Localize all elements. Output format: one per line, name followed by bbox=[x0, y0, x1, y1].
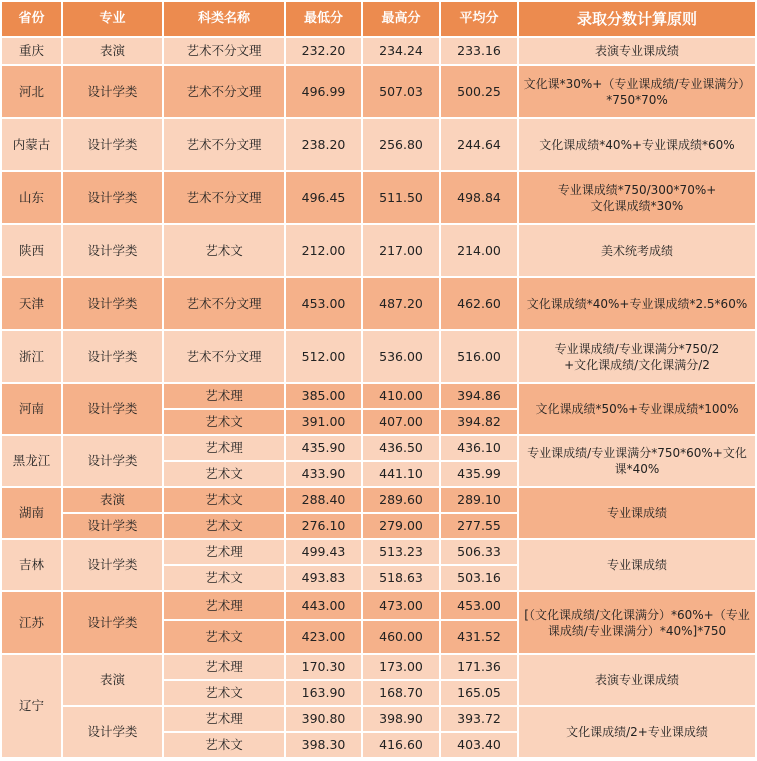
max-score-cell: 217.00 bbox=[362, 224, 440, 277]
table-row bbox=[1, 224, 756, 277]
province-cell: 江苏 bbox=[1, 591, 62, 654]
table-row bbox=[1, 591, 756, 620]
max-score-cell: 256.80 bbox=[362, 118, 440, 171]
province-cell: 天津 bbox=[1, 277, 62, 330]
min-score-cell: 493.83 bbox=[285, 565, 362, 591]
major-cell: 设计学类 bbox=[62, 591, 163, 654]
province-cell: 辽宁 bbox=[1, 654, 62, 758]
table-row bbox=[1, 383, 756, 409]
avg-score-cell: 214.00 bbox=[440, 224, 518, 277]
rule-cell: 表演专业课成绩 bbox=[518, 654, 756, 706]
min-score-cell: 435.90 bbox=[285, 435, 362, 461]
province-cell: 浙江 bbox=[1, 330, 62, 383]
table-row bbox=[1, 118, 756, 171]
major-cell: 设计学类 bbox=[62, 435, 163, 487]
max-score-cell: 234.24 bbox=[362, 37, 440, 65]
rule-cell: 专业课成绩/专业课满分*750*60%+文化课*40% bbox=[518, 435, 756, 487]
max-score-cell: 511.50 bbox=[362, 171, 440, 224]
min-score-cell: 423.00 bbox=[285, 620, 362, 654]
avg-score-cell: 436.10 bbox=[440, 435, 518, 461]
min-score-cell: 391.00 bbox=[285, 409, 362, 435]
province-cell: 黑龙江 bbox=[1, 435, 62, 487]
rule-cell: 文化课成绩*40%+专业课成绩*60% bbox=[518, 118, 756, 171]
category-cell: 艺术文 bbox=[163, 487, 285, 513]
rule-cell: 文化课成绩*50%+专业课成绩*100% bbox=[518, 383, 756, 435]
major-cell: 表演 bbox=[62, 654, 163, 706]
category-cell: 艺术理 bbox=[163, 706, 285, 732]
category-cell: 艺术不分文理 bbox=[163, 330, 285, 383]
major-cell: 设计学类 bbox=[62, 65, 163, 118]
table-row bbox=[1, 37, 756, 65]
rule-cell: 文化课成绩*40%+专业课成绩*2.5*60% bbox=[518, 277, 756, 330]
header-province: 省份 bbox=[1, 1, 62, 37]
category-cell: 艺术不分文理 bbox=[163, 118, 285, 171]
max-score-cell: 507.03 bbox=[362, 65, 440, 118]
header-min-score: 最低分 bbox=[285, 1, 362, 37]
max-score-cell: 487.20 bbox=[362, 277, 440, 330]
category-cell: 艺术理 bbox=[163, 591, 285, 620]
province-cell: 河北 bbox=[1, 65, 62, 118]
header-avg-score: 平均分 bbox=[440, 1, 518, 37]
min-score-cell: 499.43 bbox=[285, 539, 362, 565]
major-cell: 设计学类 bbox=[62, 224, 163, 277]
max-score-cell: 518.63 bbox=[362, 565, 440, 591]
max-score-cell: 173.00 bbox=[362, 654, 440, 680]
avg-score-cell: 233.16 bbox=[440, 37, 518, 65]
table-row bbox=[1, 65, 756, 118]
avg-score-cell: 506.33 bbox=[440, 539, 518, 565]
table-row bbox=[1, 330, 756, 383]
category-cell: 艺术文 bbox=[163, 513, 285, 539]
major-cell: 设计学类 bbox=[62, 118, 163, 171]
min-score-cell: 512.00 bbox=[285, 330, 362, 383]
min-score-cell: 390.80 bbox=[285, 706, 362, 732]
min-score-cell: 212.00 bbox=[285, 224, 362, 277]
avg-score-cell: 500.25 bbox=[440, 65, 518, 118]
max-score-cell: 441.10 bbox=[362, 461, 440, 487]
category-cell: 艺术理 bbox=[163, 383, 285, 409]
category-cell: 艺术文 bbox=[163, 680, 285, 706]
avg-score-cell: 435.99 bbox=[440, 461, 518, 487]
province-cell: 吉林 bbox=[1, 539, 62, 591]
avg-score-cell: 393.72 bbox=[440, 706, 518, 732]
major-cell: 设计学类 bbox=[62, 383, 163, 435]
province-cell: 河南 bbox=[1, 383, 62, 435]
table-row bbox=[1, 171, 756, 224]
min-score-cell: 288.40 bbox=[285, 487, 362, 513]
table-row bbox=[1, 487, 756, 513]
major-cell: 设计学类 bbox=[62, 706, 163, 758]
avg-score-cell: 277.55 bbox=[440, 513, 518, 539]
min-score-cell: 453.00 bbox=[285, 277, 362, 330]
min-score-cell: 238.20 bbox=[285, 118, 362, 171]
category-cell: 艺术不分文理 bbox=[163, 37, 285, 65]
major-cell: 设计学类 bbox=[62, 330, 163, 383]
min-score-cell: 443.00 bbox=[285, 591, 362, 620]
max-score-cell: 279.00 bbox=[362, 513, 440, 539]
header-calculation-rule: 录取分数计算原则 bbox=[518, 1, 756, 37]
category-cell: 艺术文 bbox=[163, 732, 285, 758]
category-cell: 艺术文 bbox=[163, 461, 285, 487]
major-cell: 设计学类 bbox=[62, 513, 163, 539]
avg-score-cell: 394.82 bbox=[440, 409, 518, 435]
category-cell: 艺术不分文理 bbox=[163, 171, 285, 224]
max-score-cell: 398.90 bbox=[362, 706, 440, 732]
avg-score-cell: 462.60 bbox=[440, 277, 518, 330]
header-row bbox=[1, 1, 756, 37]
table-row bbox=[1, 277, 756, 330]
category-cell: 艺术文 bbox=[163, 620, 285, 654]
rule-cell: [（文化课成绩/文化课满分）*60%+（专业课成绩/专业课满分）*40%]*750 bbox=[518, 591, 756, 654]
max-score-cell: 289.60 bbox=[362, 487, 440, 513]
avg-score-cell: 171.36 bbox=[440, 654, 518, 680]
province-cell: 陕西 bbox=[1, 224, 62, 277]
rule-cell: 文化课成绩/2+专业课成绩 bbox=[518, 706, 756, 758]
min-score-cell: 398.30 bbox=[285, 732, 362, 758]
avg-score-cell: 289.10 bbox=[440, 487, 518, 513]
min-score-cell: 433.90 bbox=[285, 461, 362, 487]
header-category: 科类名称 bbox=[163, 1, 285, 37]
max-score-cell: 436.50 bbox=[362, 435, 440, 461]
avg-score-cell: 165.05 bbox=[440, 680, 518, 706]
max-score-cell: 168.70 bbox=[362, 680, 440, 706]
province-cell: 湖南 bbox=[1, 487, 62, 539]
category-cell: 艺术文 bbox=[163, 409, 285, 435]
rule-cell: 表演专业课成绩 bbox=[518, 37, 756, 65]
major-cell: 表演 bbox=[62, 37, 163, 65]
min-score-cell: 496.99 bbox=[285, 65, 362, 118]
major-cell: 设计学类 bbox=[62, 539, 163, 591]
category-cell: 艺术文 bbox=[163, 224, 285, 277]
rule-cell: 美术统考成绩 bbox=[518, 224, 756, 277]
rule-cell: 专业课成绩*750/300*70%+ 文化课成绩*30% bbox=[518, 171, 756, 224]
avg-score-cell: 516.00 bbox=[440, 330, 518, 383]
avg-score-cell: 394.86 bbox=[440, 383, 518, 409]
max-score-cell: 473.00 bbox=[362, 591, 440, 620]
major-cell: 表演 bbox=[62, 487, 163, 513]
category-cell: 艺术文 bbox=[163, 565, 285, 591]
min-score-cell: 163.90 bbox=[285, 680, 362, 706]
min-score-cell: 232.20 bbox=[285, 37, 362, 65]
category-cell: 艺术不分文理 bbox=[163, 65, 285, 118]
avg-score-cell: 431.52 bbox=[440, 620, 518, 654]
rule-cell: 专业课成绩 bbox=[518, 539, 756, 591]
max-score-cell: 536.00 bbox=[362, 330, 440, 383]
min-score-cell: 276.10 bbox=[285, 513, 362, 539]
rule-cell: 文化课*30%+（专业课成绩/专业课满分）*750*70% bbox=[518, 65, 756, 118]
category-cell: 艺术不分文理 bbox=[163, 277, 285, 330]
major-cell: 设计学类 bbox=[62, 277, 163, 330]
table-row bbox=[1, 654, 756, 680]
header-max-score: 最高分 bbox=[362, 1, 440, 37]
avg-score-cell: 453.00 bbox=[440, 591, 518, 620]
province-cell: 重庆 bbox=[1, 37, 62, 65]
province-cell: 山东 bbox=[1, 171, 62, 224]
avg-score-cell: 403.40 bbox=[440, 732, 518, 758]
avg-score-cell: 498.84 bbox=[440, 171, 518, 224]
category-cell: 艺术理 bbox=[163, 435, 285, 461]
rule-cell: 专业课成绩/专业课满分*750/2 +文化课成绩/文化课满分/2 bbox=[518, 330, 756, 383]
min-score-cell: 496.45 bbox=[285, 171, 362, 224]
avg-score-cell: 503.16 bbox=[440, 565, 518, 591]
max-score-cell: 410.00 bbox=[362, 383, 440, 409]
table-row bbox=[1, 706, 756, 732]
max-score-cell: 407.00 bbox=[362, 409, 440, 435]
header-major: 专业 bbox=[62, 1, 163, 37]
table-row bbox=[1, 435, 756, 461]
min-score-cell: 170.30 bbox=[285, 654, 362, 680]
max-score-cell: 460.00 bbox=[362, 620, 440, 654]
max-score-cell: 513.23 bbox=[362, 539, 440, 565]
major-cell: 设计学类 bbox=[62, 171, 163, 224]
table-row bbox=[1, 539, 756, 565]
rule-cell: 专业课成绩 bbox=[518, 487, 756, 539]
category-cell: 艺术理 bbox=[163, 539, 285, 565]
max-score-cell: 416.60 bbox=[362, 732, 440, 758]
avg-score-cell: 244.64 bbox=[440, 118, 518, 171]
province-cell: 内蒙古 bbox=[1, 118, 62, 171]
category-cell: 艺术理 bbox=[163, 654, 285, 680]
min-score-cell: 385.00 bbox=[285, 383, 362, 409]
